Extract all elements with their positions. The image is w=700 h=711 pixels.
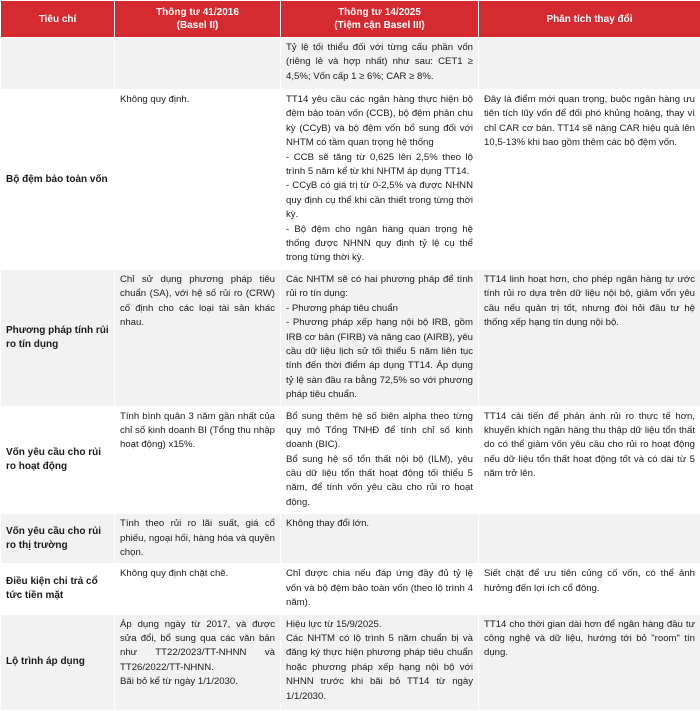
tt14-cell: [281, 38, 479, 90]
header-tt41-line2: (Basel II): [177, 20, 219, 31]
tt14-paragraph: Hiệu lực từ 15/9/2025.: [286, 618, 473, 632]
table-row: [1, 38, 700, 90]
table-row: [1, 514, 700, 564]
tt14-cell: [281, 614, 479, 710]
tt14-paragraph: Bổ sung hệ số tổn thất nội bộ (ILM), yêu cầu dữ liệu tổn thất hoạt động tối thiểu 5 năm, để tính vốn yêu cầu cho rủi ro hoạt động.: [286, 453, 473, 511]
header-tt14-line2: (Tiệm cận Basel III): [334, 20, 424, 31]
criterion-cell: Vốn yêu cầu cho rủi ro thị trường: [1, 514, 115, 564]
header-tt41: [115, 1, 281, 38]
header-analysis: Phân tích thay đổi: [479, 1, 700, 38]
tt14-paragraph: - Bộ đệm cho ngân hàng quan trọng hệ thống được NHNN quy định tỷ lệ cụ thể trong từng thời kỳ.: [286, 223, 473, 266]
analysis-cell: TT14 cho thời gian dài hơn để ngân hàng đầu tư công nghệ và dữ liệu, hướng tới bỏ "room" tín dụng.: [479, 614, 700, 710]
criterion-cell: Điều kiện chi trả cổ tức tiền mặt: [1, 564, 115, 614]
header-criterion: Tiêu chí: [1, 1, 115, 38]
tt14-cell: [281, 564, 479, 614]
tt41-cell: Chỉ sử dụng phương pháp tiêu chuẩn (SA), với hệ số rủi ro (CRW) cố định cho các loại tài sản khác nhau.: [115, 270, 281, 407]
tt14-paragraph: Không thay đổi lớn.: [286, 517, 473, 531]
tt14-paragraph: - Phương pháp xếp hạng nội bộ IRB, gồm IRB cơ bản (FIRB) và nâng cao (AIRB), yêu cầu dữ liệu lịch sử tối thiểu 5 năm liên tục tính đến thời điểm áp dụng TT14. Áp dụng tỷ lệ sàn đầu ra bằng 72,5% so với phương pháp tiêu chuẩn.: [286, 316, 473, 402]
tt14-paragraph: Chỉ được chia nếu đáp ứng đầy đủ tỷ lệ vốn và bộ đệm bảo toàn vốn (theo lộ trình 4 năm).: [286, 567, 473, 610]
criterion-cell: Vốn yêu cầu cho rủi ro hoạt động: [1, 406, 115, 514]
tt14-paragraph: Tỷ lệ tối thiểu đối với từng cấu phần vốn (riêng lẻ và hợp nhất) như sau: CET1 ≥ 4,5%; Vốn cấp 1 ≥ 6%; CAR ≥ 8%.: [286, 41, 473, 84]
criterion-cell: Bộ đệm bảo toàn vốn: [1, 90, 115, 270]
tt14-cell: [281, 406, 479, 514]
header-tt14: [281, 1, 479, 38]
tt41-cell: Tính theo rủi ro lãi suất, giá cổ phiếu, ngoại hối, hàng hóa và quyền chọn.: [115, 514, 281, 564]
tt41-cell: Áp dụng ngày từ 2017, và được sửa đổi, bổ sung qua các văn bản như TT22/2023/TT-NHNN và TT26/2022/TT-NHNN. Bãi bỏ kể từ ngày 1/1/2030.: [115, 614, 281, 710]
tt41-cell: Không quy định.: [115, 90, 281, 270]
table-row: [1, 614, 700, 710]
tt41-cell: [115, 38, 281, 90]
criterion-cell: [1, 38, 115, 90]
analysis-cell: TT14 cải tiến để phản ánh rủi ro thực tế hơn, khuyến khích ngân hàng thu thập dữ liệu tổn thất do có thể giảm vốn yêu cầu cho rủi ro hoạt động nếu dữ liệu tổn thất hoạt động tốt và có dài từ 5 năm trở lên.: [479, 406, 700, 514]
tt14-paragraph: - CCB sẽ tăng từ 0,625 lên 2,5% theo lộ trình 5 năm kể từ khi NHTM áp dụng TT14.: [286, 151, 473, 180]
tt14-paragraph: Các NHTM sẽ có hai phương pháp để tính rủi ro tín dụng:: [286, 273, 473, 302]
analysis-cell: [479, 38, 700, 90]
criterion-cell: Lộ trình áp dụng: [1, 614, 115, 710]
analysis-cell: TT14 linh hoạt hơn, cho phép ngân hàng tự ước tính rủi ro dựa trên dữ liệu nội bộ, giảm vốn yêu cầu nếu quản trị tốt, nhưng đòi hỏi đầu tư hệ thống xếp hạng tín dụng nội bộ.: [479, 270, 700, 407]
tt14-cell: [281, 514, 479, 564]
header-row: [1, 1, 700, 38]
tt14-paragraph: TT14 yêu cầu các ngân hàng thực hiện bộ đệm bảo toàn vốn (CCB), bộ đệm phản chu kỳ (CCyB) và bộ đệm vốn bổ sung đối với NHTM có tầm quan trọng hệ thống: [286, 93, 473, 151]
tt14-paragraph: Các NHTM có lộ trình 5 năm chuẩn bị và đăng ký thực hiện phương pháp tiêu chuẩn hoặc phương pháp xếp hạng nội bộ với NHNN trước khi bãi bỏ TT14 từ ngày 1/1/2030.: [286, 632, 473, 704]
criterion-cell: Phương pháp tính rủi ro tín dụng: [1, 270, 115, 407]
tt41-cell: Không quy định chặt chẽ.: [115, 564, 281, 614]
tt14-paragraph: - CCyB có giá trị từ 0-2,5% và được NHNN quy định cụ thể khi cần thiết trong từng thời kỳ.: [286, 179, 473, 222]
header-tt14-line1: Thông tư 14/2025: [338, 7, 421, 18]
analysis-cell: Siết chặt để ưu tiên củng cố vốn, có thể ảnh hưởng đến lợi ích cổ đông.: [479, 564, 700, 614]
table-row: [1, 406, 700, 514]
tt14-cell: [281, 90, 479, 270]
header-tt41-line1: Thông tư 41/2016: [156, 7, 239, 18]
tt14-cell: [281, 270, 479, 407]
analysis-cell: Đây là điểm mới quan trọng, buộc ngân hàng ưu tiên tích lũy vốn để đối phó khủng hoảng, thay vì chỉ CAR cơ bản. TT14 sẽ nâng CAR hiệu quả lên 10,5-13% khi bao gồm thêm các bộ đệm vốn.: [479, 90, 700, 270]
analysis-cell: [479, 514, 700, 564]
tt14-paragraph: Bổ sung thêm hệ số biên alpha theo từng quy mô Tổng TNHĐ để tính chỉ số kinh doanh (BIC).: [286, 410, 473, 453]
table-row: [1, 564, 700, 614]
tt14-paragraph: - Phương pháp tiêu chuẩn: [286, 302, 473, 316]
table-row: [1, 270, 700, 407]
tt41-cell: Tính bình quân 3 năm gần nhất của chỉ số kinh doanh BI (Tổng thu nhập hoạt động) x15%.: [115, 406, 281, 514]
table-row: [1, 90, 700, 270]
